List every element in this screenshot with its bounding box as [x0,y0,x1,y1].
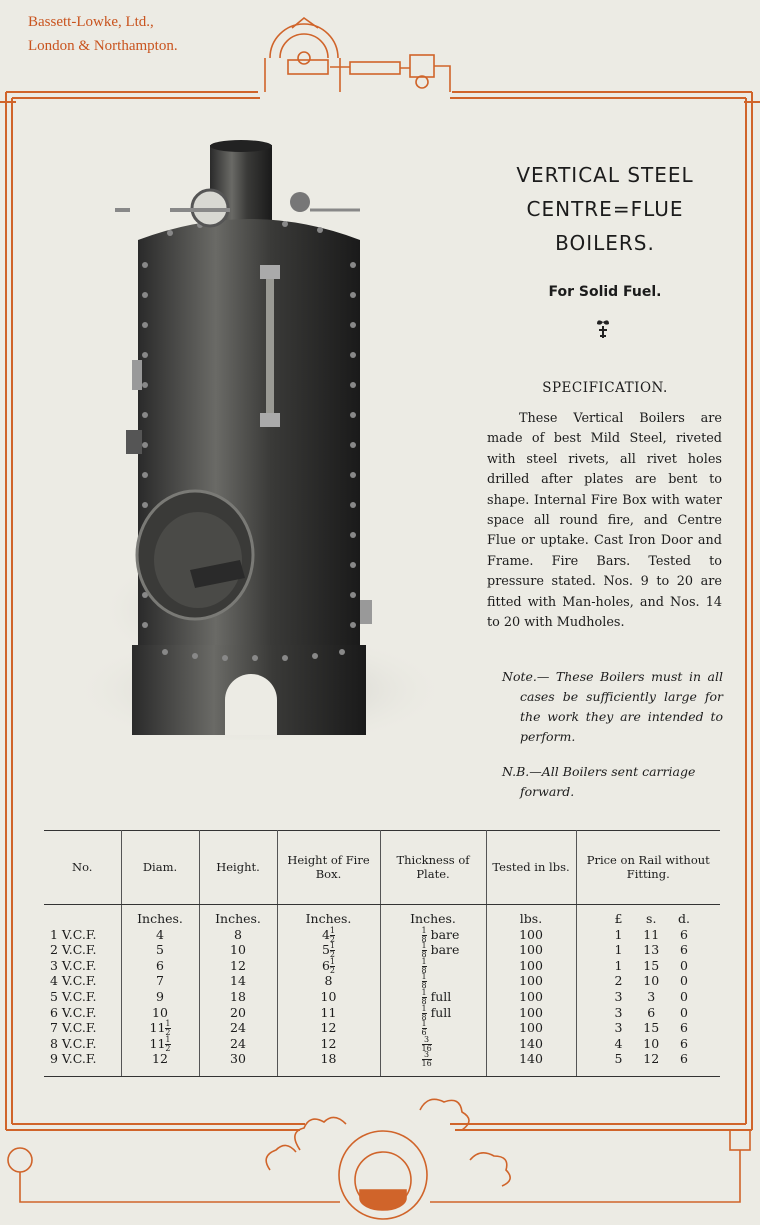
price-part: 15 [643,1020,660,1036]
page-title [470,158,740,260]
cell-price [578,1020,720,1036]
bottom-boiler-ornament [8,1099,750,1219]
price-part: 1 [614,926,623,942]
cell-height: 30 [230,1051,246,1067]
cell-thickness [382,958,485,974]
publisher-name: Bassett-Lowke, Ltd., [28,14,154,30]
cell-tested: 140 [519,1051,543,1067]
header-col-no: No. [44,830,121,905]
fraction: $\frac{1}{2}$ [165,1019,171,1038]
price-part: 13 [643,942,660,958]
column-col-firebox [277,905,380,1077]
price-part: 4 [614,1035,623,1051]
fraction: $\frac{1}{8}$ [421,972,427,991]
unit-label [50,911,120,927]
price-part: 11 [643,926,660,942]
subtitle: For Solid Fuel. [548,284,662,300]
title-line-3: BOILERS. [555,231,655,255]
cell-firebox: 4 $\frac{1}{2}$ [321,925,336,944]
note-body: These Boilers must in all cases be sufficiently large for the work they are intended to perform. [520,669,723,744]
price-unit: £ [614,911,623,926]
fraction: $\frac{1}{6}$ [421,1019,427,1038]
price-part: 5 [614,1051,623,1067]
cell-firebox: 12 [320,1035,337,1051]
cell-tested: 100 [519,957,543,973]
cell-price [578,1005,720,1021]
fraction: $\frac{1}{8}$ [421,1003,427,1022]
cell-diam: 5 [156,942,164,958]
cell-height: 18 [230,988,246,1004]
cell-thickness [382,989,485,1005]
header-col-price: Price on Rail without Fitting. [576,830,720,905]
cell-thickness [382,927,485,943]
unit-label: Inches. [410,911,456,926]
header-col-diam: Diam. [121,830,199,905]
price-part: 6 [680,942,688,958]
fraction: $\frac{1}{2}$ [329,941,336,960]
cell-height: 14 [230,973,246,989]
nb-text: N.B.—All Boilers sent carriage forward. [502,764,696,799]
cell-no: 8 V.C.F. [50,1035,97,1051]
cell-no: 1 V.C.F. [50,926,97,942]
fraction: $\frac{1}{8}$ [421,925,427,944]
fraction: $\frac{1}{8}$ [421,987,427,1006]
price-part: 6 [680,1051,688,1067]
cell-height: 12 [230,957,246,973]
price-part: 15 [643,957,660,973]
cell-height: 24 [230,1035,246,1051]
price-part: 6 [647,1004,656,1020]
price-part: 10 [643,1035,660,1051]
price-part: 3 [647,988,656,1004]
cell-no: 6 V.C.F. [50,1004,97,1020]
cell-height: 20 [230,1004,246,1020]
cell-firebox: 11 [320,1004,337,1020]
cell-firebox: 10 [320,988,337,1004]
price-part: 0 [680,973,688,989]
cell-no: 5 V.C.F. [50,988,97,1004]
price-part: 6 [680,1020,688,1036]
header-col-thickness: Thickness of Plate. [380,830,486,905]
cell-price [578,973,720,989]
fraction: $\frac{1}{2}$ [165,1034,171,1053]
thickness-note: full [426,988,452,1004]
spec-heading: SPECIFICATION. [542,380,668,396]
cell-no: 3 V.C.F. [50,957,97,973]
column-col-thickness [380,905,486,1077]
unit-label [578,911,720,927]
note-text: Note.— These Boilers must in all cases be sufficiently large for the work they are intended to perform. [502,669,723,744]
cell-firebox: 6 $\frac{1}{2}$ [321,956,336,975]
price-part: 10 [643,973,660,989]
header-col-tested: Tested in lbs. [486,830,576,905]
header-col-height: Height. [199,830,277,905]
price-part: 2 [614,973,623,989]
price-unit: d. [678,911,690,926]
price-part: 12 [643,1051,660,1067]
unit-label: lbs. [519,911,543,926]
fraction: $\frac{3}{16}$ [421,1050,432,1069]
cell-diam: 9 [156,988,164,1004]
cell-price [578,942,720,958]
fraction: $\frac{1}{8}$ [421,941,427,960]
column-col-price [576,905,720,1077]
cell-diam: 4 [156,926,164,942]
cell-no: 4 V.C.F. [50,973,97,989]
thickness-note: bare [426,942,460,958]
cell-diam: 11 $\frac{1}{2}$ [149,1034,171,1053]
unit-label: Inches. [215,911,261,926]
cell-tested: 100 [519,1004,543,1020]
cell-thickness [382,1020,485,1036]
cell-firebox: 5 $\frac{1}{2}$ [321,941,336,960]
cell-no: 7 V.C.F. [50,1020,97,1036]
top-engine-ornament [265,18,450,92]
price-part: 1 [614,942,623,958]
price-part: 6 [680,1035,688,1051]
cell-tested: 100 [519,973,543,989]
cell-thickness [382,1005,485,1021]
column-col-no [44,905,121,1077]
price-part: 3 [614,1004,623,1020]
fraction: $\frac{1}{8}$ [421,956,427,975]
cell-height: 8 [234,926,242,942]
price-part: 0 [680,988,688,1004]
thickness-note: full [426,1004,452,1020]
thickness-note: bare [426,926,460,942]
header-col-firebox: Height of Fire Box. [277,830,380,905]
cell-price [578,989,720,1005]
table-bottom-rule [44,1076,720,1077]
column-col-diam [121,905,199,1077]
cell-price [578,927,720,943]
price-table [44,830,720,1076]
cell-thickness [382,942,485,958]
fraction: $\frac{1}{2}$ [329,925,336,944]
spec-body: These Vertical Boilers are made of best Mild Steel, riveted with steel rivets, all rivet holes drilled after plates are bent to shape. Internal Fire Box with water space all round fire, and Centre Flue or uptake. Cast Iron Door and Frame. Fire Bars. Tested to pressure stated. Nos. 9 to 20 are fitted with Man-holes, and Nos. 14 to 20 with Mudholes. [487,411,722,631]
price-part: 0 [680,957,688,973]
cell-diam: 10 [152,1004,168,1020]
title-line-2: CENTRE=FLUE [526,197,684,221]
cell-diam: 11 $\frac{1}{2}$ [149,1019,171,1038]
cell-diam: 12 [152,1051,168,1067]
unit-label: Inches. [137,911,183,926]
cell-height: 24 [230,1020,246,1036]
price-part: 3 [614,988,623,1004]
cell-thickness [382,973,485,989]
cell-no: 9 V.C.F. [50,1051,97,1067]
cell-tested: 100 [519,926,543,942]
cell-tested: 100 [519,988,543,1004]
cell-firebox: 12 [320,1020,337,1036]
nb-body: All Boilers sent carriage forward. [520,764,696,799]
cell-price [578,958,720,974]
cell-firebox: 18 [320,1051,337,1067]
cell-tested: 100 [519,1020,543,1036]
note-label: Note. [502,669,537,684]
fraction: $\frac{3}{16}$ [421,1034,432,1053]
column-col-height [199,905,277,1077]
boiler-illustration [70,130,450,740]
fraction: $\frac{1}{2}$ [329,956,336,975]
cell-tested: 100 [519,942,543,958]
price-part: 6 [680,926,688,942]
publisher-location: London & Northampton. [28,38,178,54]
cell-tested: 140 [519,1035,543,1051]
cell-diam: 7 [156,973,164,989]
cell-thickness [382,1036,485,1052]
cell-no: 2 V.C.F. [50,942,97,958]
title-line-1: VERTICAL STEEL [516,163,694,187]
price-part: 1 [614,957,623,973]
cell-diam: 6 [156,957,164,973]
publisher-header [28,10,178,58]
unit-label: Inches. [305,911,352,926]
column-col-tested [486,905,576,1077]
nb-label: N.B. [502,764,530,779]
price-unit: s. [646,911,657,926]
cell-price [578,1051,720,1067]
cell-price [578,1036,720,1052]
cell-thickness [382,1051,485,1067]
price-part: 0 [680,1004,688,1020]
cell-firebox: 8 [324,973,333,989]
price-part: 3 [614,1020,623,1036]
cell-height: 10 [230,942,246,958]
ornament-icon [595,318,611,342]
